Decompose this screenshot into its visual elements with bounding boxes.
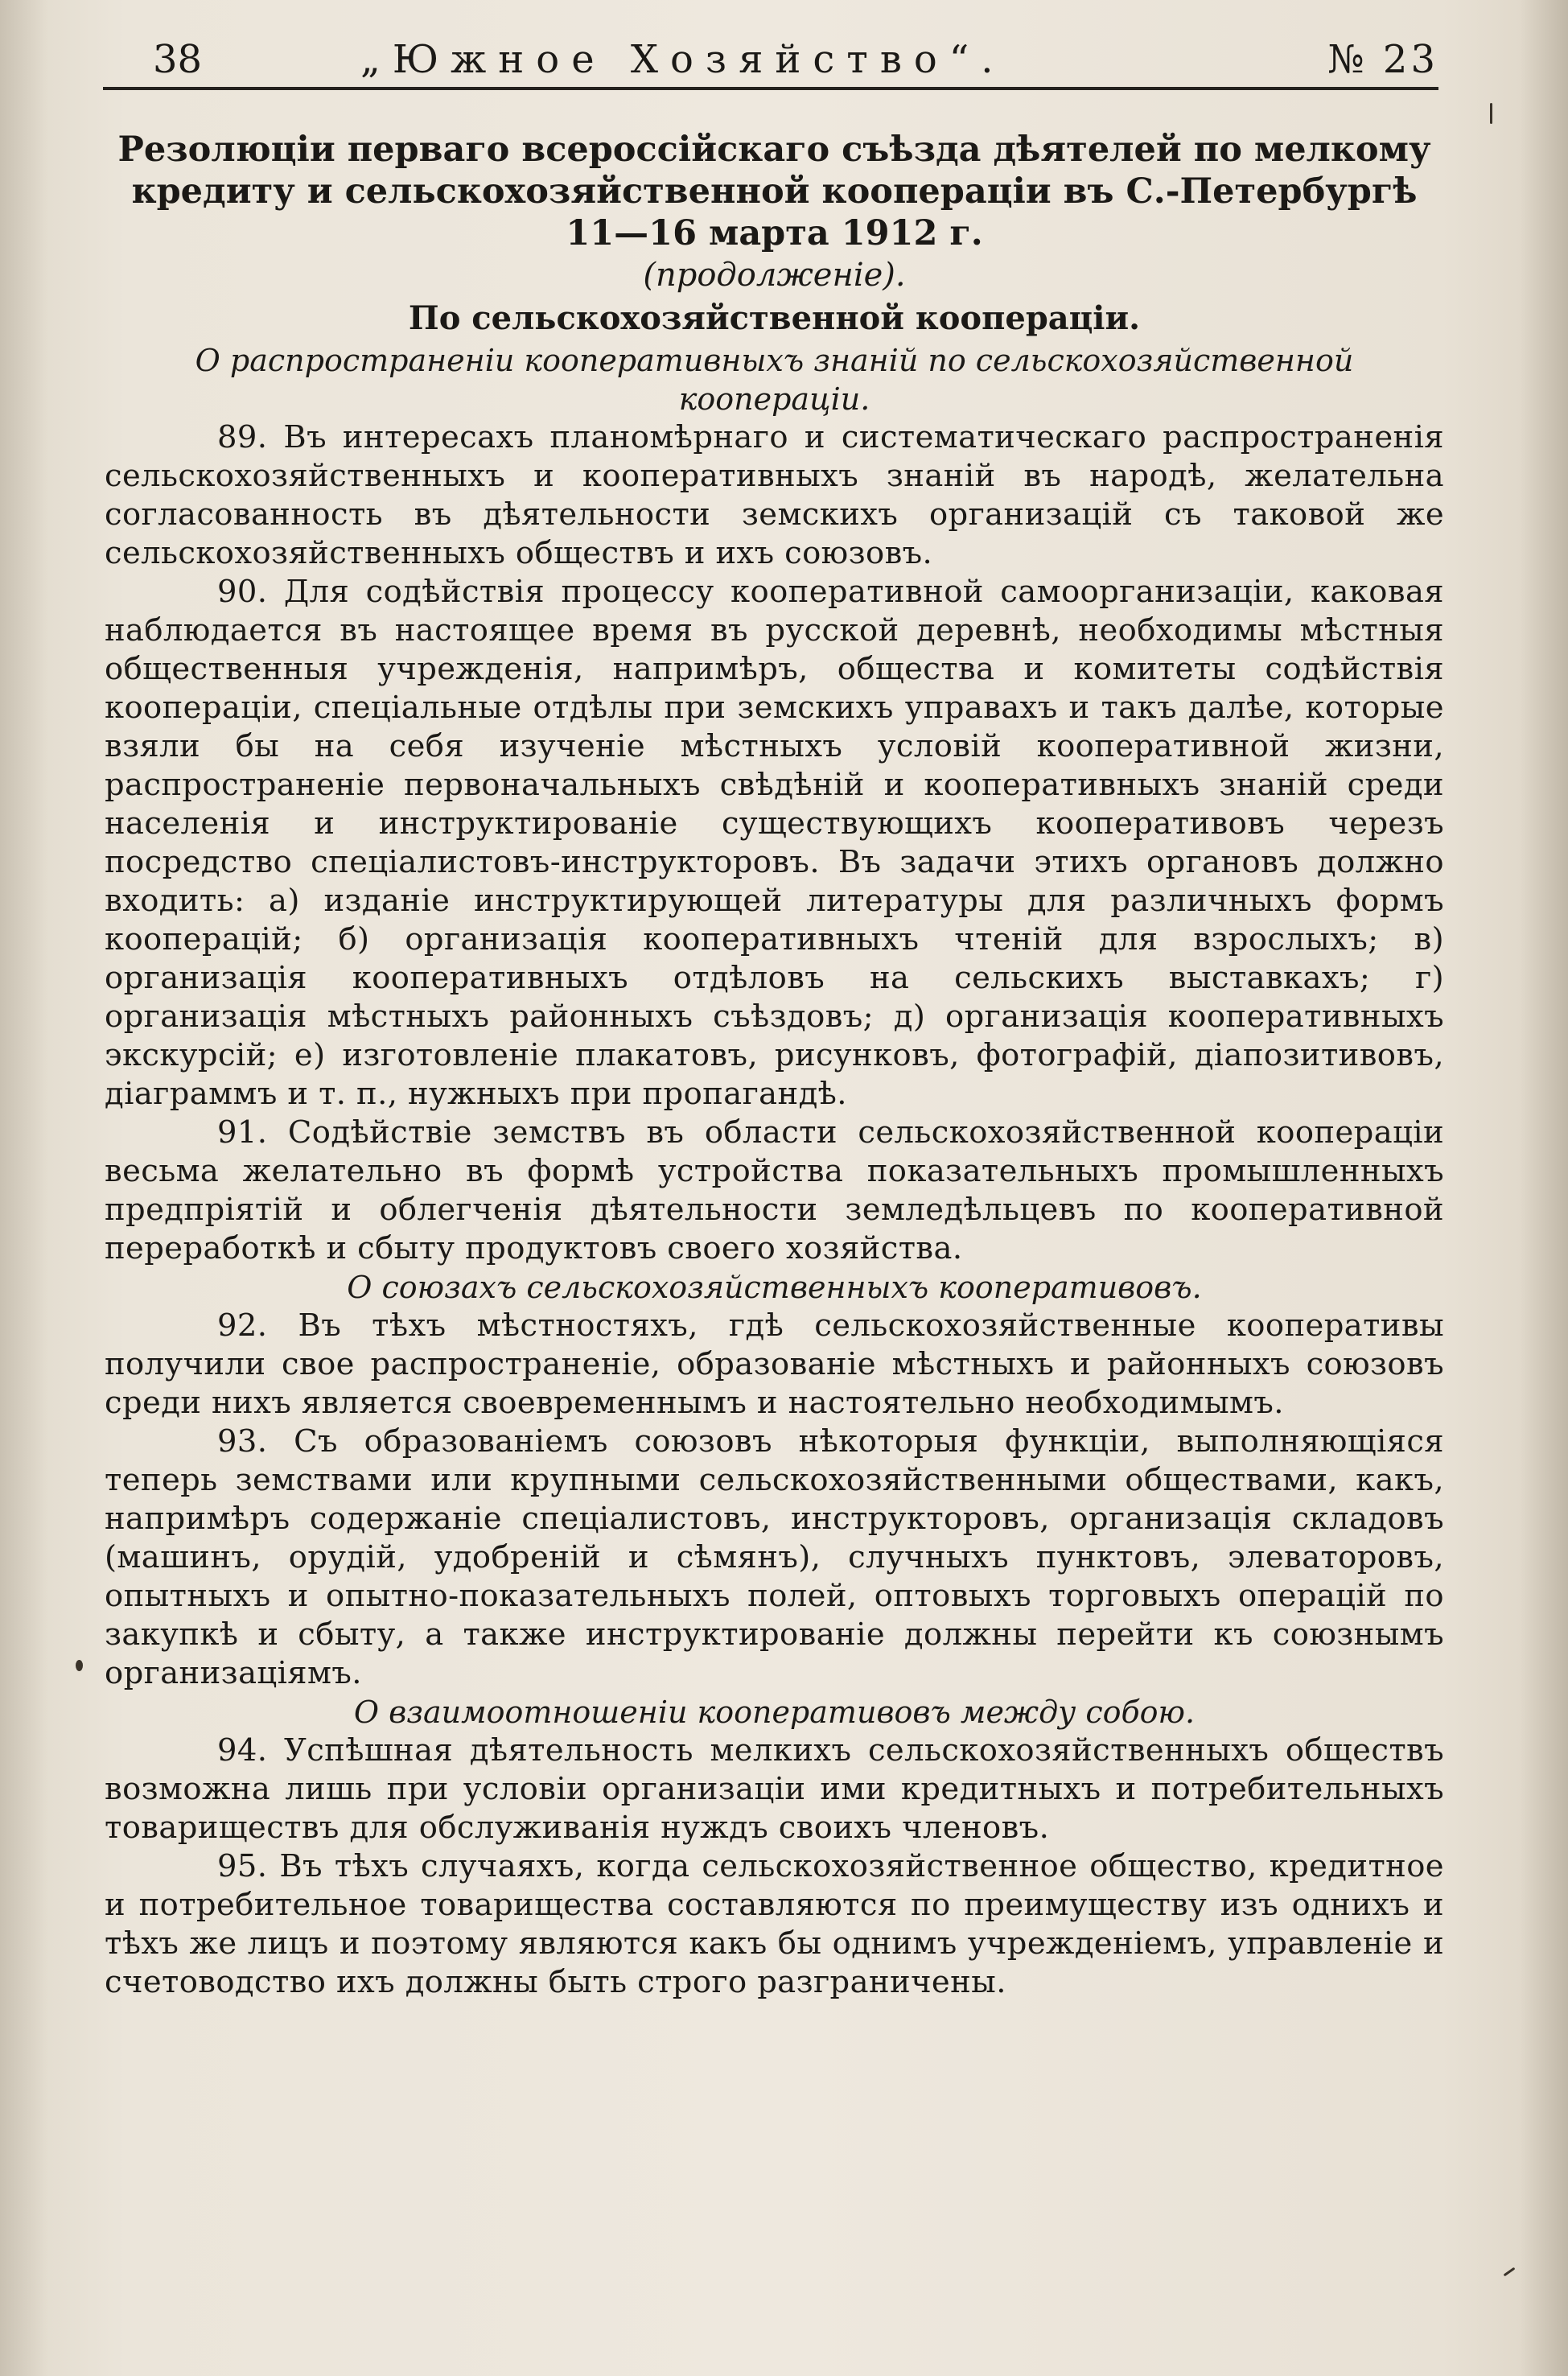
- ink-mark: [1504, 2267, 1516, 2277]
- subheading-relations: О взаимоотношеніи кооперативовъ между собою.: [353, 1694, 1196, 1730]
- resolution-90: 90. Для содѣйствія процессу кооперативной самоорганизаціи, каковая наблюдается въ настоящее время въ русской деревнѣ, необходимы мѣстныя общественныя учрежденія, напримѣръ, общества и комитеты содѣйствія коопераціи, спеціальные отдѣлы при земскихъ управахъ и такъ далѣе, которые взяли бы на себя изученіе мѣстныхъ условій кооперативной жизни, распространеніе первоначальныхъ свѣдѣній и кооперативныхъ знаній среди населенія и инструктированіе существующихъ кооперативовъ черезъ посредство спеціалистовъ-инструкторовъ. Въ задачи этихъ органовъ должно входить: а) изданіе инструктирующей литературы для различныхъ формъ кооперацій; б) организація кооперативныхъ чтеній для взрослыхъ; в) организація кооперативныхъ отдѣловъ на сельскихъ выставкахъ; г) организація мѣстныхъ районныхъ съѣздовъ; д) организація кооперативныхъ экскурсій; е) изготовленіе плакатовъ, рисунковъ, фотографій, діапозитивовъ, діаграммъ и т. п., нужныхъ при пропагандѣ.: [105, 574, 1444, 1112]
- journal-title: „Южное Хозяйство“.: [360, 37, 1006, 82]
- right-edge-shadow: [1520, 0, 1568, 2376]
- subheading-knowledge: О распространеніи кооперативныхъ знаній по сельскохозяйственной коопераціи.: [195, 343, 1354, 417]
- resolution-95: 95. Въ тѣхъ случаяхъ, когда сельскохозяйственное общество, кредитное и потребительное товарищества составляются по преимуществу изъ однихъ и тѣхъ же лицъ и поэтому являются какъ бы однимъ учрежденіемъ, управленіе и счетоводство ихъ должны быть строго разграничены.: [105, 1848, 1444, 2000]
- page-number: 38: [153, 37, 203, 82]
- left-edge-shadow: [0, 0, 48, 2376]
- title-line: Резолюціи перваго всероссійскаго съѣзда дѣятелей по мелкому: [117, 130, 1431, 170]
- ink-mark: [1490, 103, 1492, 124]
- resolution-89: 89. Въ интересахъ планомѣрнаго и систематическаго распространенія сельскохозяйственныхъ и кооперативныхъ знаній въ народѣ, желательна согласованность въ дѣятельности земскихъ организацій съ таковой же сельскохозяйственныхъ обществъ и ихъ союзовъ.: [105, 419, 1444, 571]
- continuation-note: (продолженіе).: [643, 257, 906, 294]
- article-body: [105, 129, 1444, 2002]
- resolution-92: 92. Въ тѣхъ мѣстностяхъ, гдѣ сельскохозяйственные кооперативы получили свое распространеніе, образованіе мѣстныхъ и районныхъ союзовъ среди нихъ является своевременнымъ и настоятельно необходимымъ.: [105, 1307, 1444, 1421]
- resolution-91: 91. Содѣйствіе земствъ въ области сельскохозяйственной коопераціи весьма желательно въ формѣ устройства показательныхъ промышленныхъ предпріятій и облегченія дѣятельности земледѣльцевъ по кооперативной переработкѣ и сбыту продуктовъ своего хозяйства.: [105, 1114, 1444, 1266]
- resolution-93: 93. Съ образованіемъ союзовъ нѣкоторыя функціи, выполняющіяся теперь земствами или крупными сельскохозяйственными обществами, какъ, напримѣръ содержаніе спеціалистовъ, инструкторовъ, организація складовъ (машинъ, орудій, удобреній и сѣмянъ), случныхъ пунктовъ, элеваторовъ, опытныхъ и опытно-показательныхъ полей, оптовыхъ торговыхъ операцій по закупкѣ и сбыту, а также инструктированіе должны перейти къ союзнымъ организаціямъ.: [105, 1423, 1444, 1691]
- ink-spot: [76, 1660, 83, 1671]
- resolution-94: 94. Успѣшная дѣятельность мелкихъ сельскохозяйственныхъ обществъ возможна лишь при условіи организаціи ими кредитныхъ и потребительныхъ товариществъ для обслуживанія нуждъ своихъ членовъ.: [105, 1732, 1444, 1846]
- section-heading: По сельскохозяйственной коопераціи.: [408, 299, 1141, 337]
- article-title: [105, 129, 1444, 254]
- issue-number: № 23: [1327, 37, 1438, 82]
- running-head: [103, 32, 1438, 87]
- subheading-unions: О союзахъ сельскохозяйственныхъ кооперативовъ.: [347, 1270, 1202, 1305]
- header-rule: [103, 87, 1438, 90]
- title-line: кредиту и сельскохозяйственной коопераціи въ С.-Петербургѣ: [131, 171, 1418, 212]
- title-line: 11—16 марта 1912 г.: [566, 213, 983, 253]
